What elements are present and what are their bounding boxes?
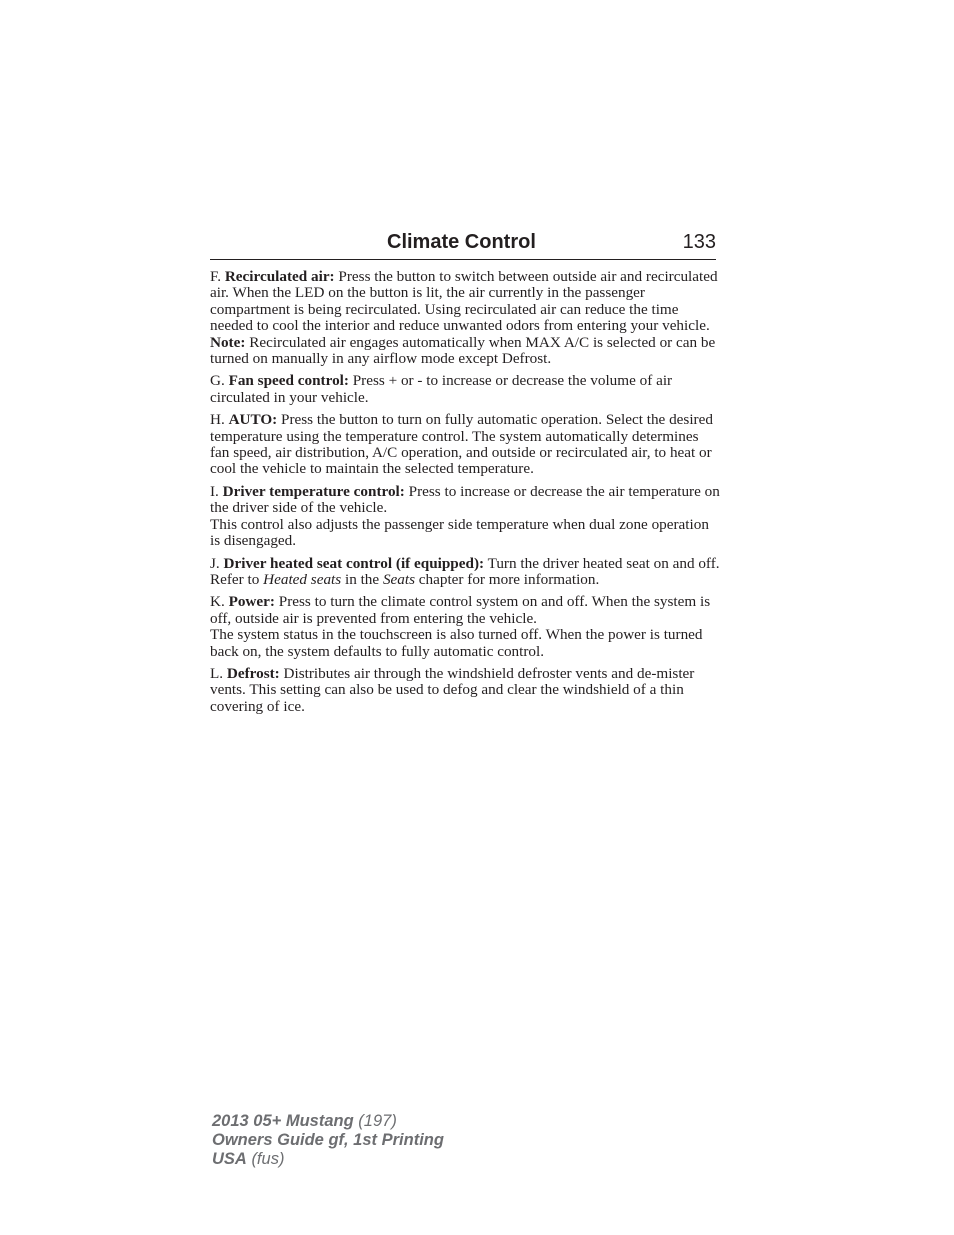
item-letter: I. (210, 482, 219, 500)
item-text: Press + or - to increase or decrease the volume of air circulated in your vehicle. (210, 372, 673, 406)
item-letter: H. (210, 411, 225, 429)
item-text: Press to increase or decrease the air temperature on the driver side of the vehicle. (210, 482, 720, 517)
item-text-continued: The system status in the touchscreen is also turned off. When the power is turned back on, the system defaults to fully automatic control. (210, 626, 703, 660)
footer-line-model: 2013 05+ Mustang (197) (212, 1112, 397, 1130)
cross-reference-heated-seats: Heated seats (263, 570, 342, 588)
item-term: Power: (228, 593, 275, 611)
item-term: Driver temperature control: (222, 482, 405, 500)
item-letter: G. (210, 372, 225, 390)
item-letter: K. (210, 593, 225, 611)
item-text: Press the button to turn on fully automatic operation. Select the desired temperature using the temperature control. The system automatically determines fan speed, air distribution, A/C operation, and outside or recirculated air, to heat or cool the vehicle to maintain the selected temperature. (210, 411, 713, 478)
item-term: Defrost: (226, 664, 280, 682)
item-term: Driver heated seat control (if equipped): (223, 554, 485, 572)
note (210, 335, 720, 368)
item-term: Recirculated air: (224, 268, 335, 285)
item-defrost (210, 666, 720, 715)
item-term: AUTO: (228, 411, 278, 429)
item-fan-speed-control (210, 373, 720, 406)
note-label: Note: (210, 333, 246, 351)
page-content (210, 269, 720, 721)
item-recirculated-air (210, 269, 720, 367)
cross-reference-seats: Seats (382, 570, 415, 588)
page-number: 133 (682, 231, 716, 253)
item-driver-heated-seat-control (210, 556, 720, 589)
item-text: Press to turn the climate control system on and off. When the system is off, outside air is prevented from entering the vehicle. (210, 593, 711, 627)
item-term: Fan speed control: (228, 372, 349, 390)
item-text: Turn the driver heated seat on and off. Refer to (210, 554, 720, 588)
item-text: Press the button to switch between outside air and recirculated air. When the LED on the button is lit, the air currently in the passenger compartment is being recirculated. Using recirculated air can reduce the time needed to cool the interior and reduce unwanted odors from entering your vehicle. (210, 268, 718, 335)
item-letter: L. (210, 664, 224, 682)
item-driver-temperature-control (210, 484, 720, 550)
item-text: Distributes air through the windshield defroster vents and de-mister vents. This setting can also be used to defog and clear the windshield of a thin covering of ice. (210, 664, 695, 715)
footer-line-guide: Owners Guide gf, 1st Printing (212, 1131, 444, 1149)
item-letter: F. (210, 268, 222, 285)
item-text: in the (344, 570, 380, 588)
section-title: Climate Control (387, 231, 536, 253)
item-auto (210, 412, 720, 478)
footer-line-market: USA (fus) (212, 1150, 285, 1168)
note-text: Recirculated air engages automatically when MAX A/C is selected or can be turned on manually in any airflow mode except Defrost. (210, 333, 716, 368)
item-power (210, 594, 720, 660)
item-letter: J. (210, 554, 220, 572)
item-text: chapter for more information. (418, 570, 600, 588)
item-text-continued: This control also adjusts the passenger side temperature when dual zone operation is disengaged. (210, 515, 709, 550)
page-header (210, 228, 716, 260)
page-footer (212, 1112, 444, 1169)
